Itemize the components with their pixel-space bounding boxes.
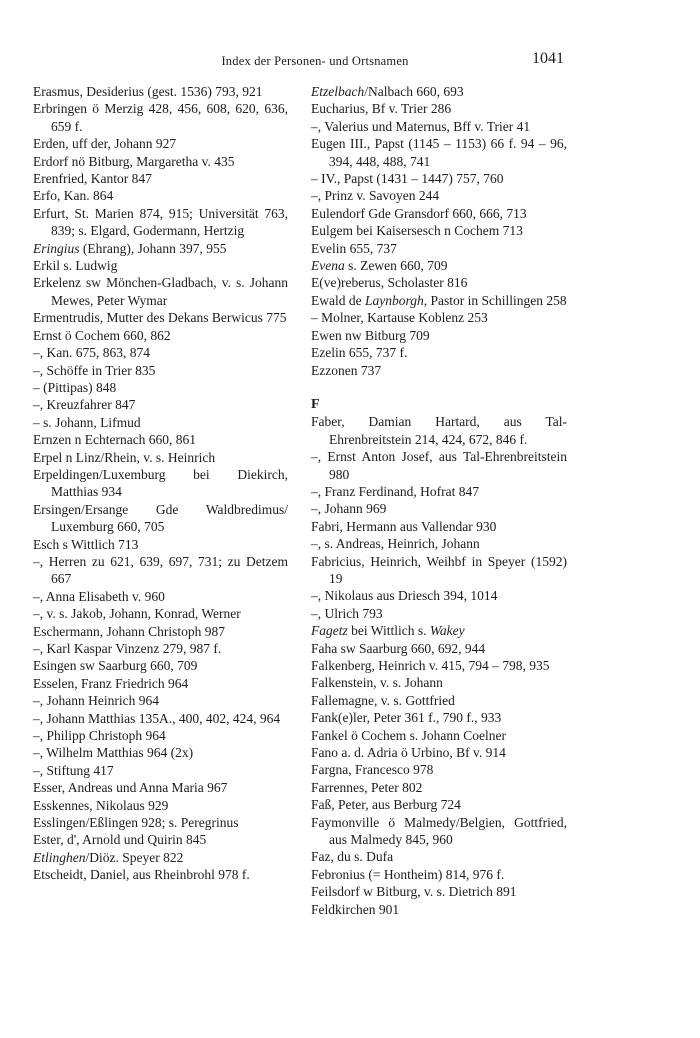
entry-text: Eulendorf Gde Gransdorf 660, 666, 713	[311, 205, 527, 221]
index-entry	[33, 866, 288, 883]
index-entry	[311, 605, 567, 622]
entry-text: , Pastor in Schillingen 258	[423, 292, 567, 308]
index-entry	[33, 814, 288, 831]
entry-text: –, Valerius und Maternus, Bff v. Trier 41	[311, 118, 531, 134]
index-entry	[33, 240, 288, 257]
entry-text: – IV., Papst (1431 – 1447) 757, 760	[311, 171, 504, 187]
entry-text: /Diöz. Speyer 822	[85, 849, 184, 865]
entry-text: Eucharius, Bf v. Trier 286	[311, 101, 452, 117]
entry-text: /Nalbach 660, 693	[364, 84, 464, 99]
index-entry	[311, 274, 567, 291]
entry-text: Eulgem bei Kaisersesch n Cochem 713	[311, 223, 523, 239]
entry-italic-term: Eringius	[33, 240, 80, 256]
entry-text: Esskennes, Nikolaus 929	[33, 797, 169, 813]
entry-text: –, Johann Heinrich 964	[33, 693, 159, 709]
entry-text: Faß, Peter, aus Berburg 724	[311, 797, 461, 813]
index-entry	[33, 536, 288, 553]
index-entry	[33, 449, 288, 466]
index-entry	[33, 309, 288, 326]
index-entry	[33, 657, 288, 674]
index-entry	[311, 205, 567, 222]
entry-text: –, Wilhelm Matthias 964 (2x)	[33, 745, 194, 761]
index-entry	[311, 744, 567, 761]
entry-text: –, Prinz v. Savoyen 244	[311, 188, 440, 204]
entry-text: –, Ernst Anton Josef, aus Tal-Ehrenbreitstein 980	[311, 449, 567, 482]
index-entry	[311, 240, 567, 257]
section-gap	[311, 379, 567, 396]
entry-text: –, Kreuzfahrer 847	[33, 397, 136, 413]
entry-text: –, Herren zu 621, 639, 697, 731; zu Detzem 667	[33, 553, 288, 587]
entry-text: Ewald de	[311, 292, 365, 308]
entry-text: Feldkirchen 901	[311, 901, 400, 917]
index-entry	[33, 327, 288, 344]
index-entry	[33, 153, 288, 170]
index-entry	[33, 396, 288, 413]
index-entry	[33, 727, 288, 744]
index-entry	[33, 100, 288, 135]
entry-text: Ermentrudis, Mutter des Dekans Berwicus 775	[33, 310, 287, 326]
entry-text: Esser, Andreas und Anna Maria 967	[33, 780, 228, 796]
entry-text: – s. Johann, Lifmud	[33, 414, 141, 430]
entry-italic-term: Fagetz	[311, 623, 348, 639]
entry-text: –, Ulrich 793	[311, 605, 383, 621]
entry-text: Fabricius, Heinrich, Weihbf in Speyer (1592) 19	[311, 553, 567, 586]
index-entry	[311, 135, 567, 170]
index-entry	[311, 640, 567, 657]
entry-text: Faber, Damian Hartard, aus Tal-Ehrenbreitstein 214, 424, 672, 846 f.	[311, 414, 567, 447]
entry-text: Fabri, Hermann aus Vallendar 930	[311, 518, 497, 534]
entry-text: Erfo, Kan. 864	[33, 188, 114, 204]
index-entry	[311, 309, 567, 326]
entry-italic-term: Laynborgh	[364, 292, 424, 308]
index-entry	[33, 501, 288, 536]
index-entry	[311, 187, 567, 204]
index-entry	[33, 831, 288, 848]
entry-text: Erden, uff der, Johann 927	[33, 136, 177, 152]
index-entry	[33, 640, 288, 657]
entry-text: Erasmus, Desiderius (gest. 1536) 793, 921	[33, 84, 263, 99]
entry-text: Falkenstein, v. s. Johann	[311, 675, 443, 691]
index-entry	[33, 135, 288, 152]
index-entry	[33, 379, 288, 396]
entry-text: (Ehrang), Johann 397, 955	[79, 240, 227, 256]
index-entry	[33, 588, 288, 605]
index-entry	[311, 448, 567, 483]
index-entry	[33, 170, 288, 187]
index-entry	[33, 779, 288, 796]
entry-text: –, Nikolaus aus Driesch 394, 1014	[311, 588, 498, 604]
entry-text: –, Johann 969	[311, 501, 387, 517]
index-entry	[311, 709, 567, 726]
index-entry	[33, 797, 288, 814]
index-entry	[311, 779, 567, 796]
index-entry	[311, 362, 567, 379]
entry-text: –, Anna Elisabeth v. 960	[33, 588, 165, 604]
entry-text: Fano a. d. Adria ö Urbino, Bf v. 914	[311, 745, 506, 761]
entry-text: –, Philipp Christoph 964	[33, 728, 166, 744]
index-entry	[311, 622, 567, 639]
entry-text: – Molner, Kartause Koblenz 253	[311, 310, 488, 326]
index-entry	[33, 623, 288, 640]
entry-text: Ester, d', Arnold und Quirin 845	[33, 832, 207, 848]
index-entry	[311, 692, 567, 709]
entry-text: Esselen, Franz Friedrich 964	[33, 675, 189, 691]
index-entry	[33, 362, 288, 379]
entry-text: Erpeldingen/Luxemburg bei Diekirch, Matthias 934	[33, 466, 288, 500]
index-entry	[311, 327, 567, 344]
index-entry	[311, 292, 567, 309]
index-entry	[311, 100, 567, 117]
index-entry	[311, 587, 567, 604]
entry-text: Febronius (= Hontheim) 814, 976 f.	[311, 866, 505, 882]
entry-text: –, Kan. 675, 863, 874	[33, 345, 150, 361]
entry-text: –, s. Andreas, Heinrich, Johann	[311, 536, 480, 552]
right-column	[311, 83, 567, 918]
entry-text: Erpel n Linz/Rhein, v. s. Heinrich	[33, 449, 216, 465]
entry-text: –, Johann Matthias 135A., 400, 402, 424, 964	[33, 710, 281, 726]
index-entry	[311, 901, 567, 918]
index-entry	[33, 466, 288, 501]
index-entry	[311, 848, 567, 865]
entry-text: Evelin 655, 737	[311, 240, 397, 256]
entry-text: Fankel ö Cochem s. Johann Coelner	[311, 727, 506, 743]
entry-text: Ernzen n Echternach 660, 861	[33, 432, 197, 448]
index-entry	[311, 796, 567, 813]
index-entry	[33, 205, 288, 240]
index-entry	[311, 222, 567, 239]
index-entry	[311, 257, 567, 274]
entry-text: Esch s Wittlich 713	[33, 536, 139, 552]
entry-text: –, Franz Ferdinand, Hofrat 847	[311, 483, 479, 499]
index-entry	[33, 431, 288, 448]
index-entry	[33, 344, 288, 361]
entry-text: Ezelin 655, 737 f.	[311, 345, 408, 361]
index-entry	[311, 761, 567, 778]
index-entry	[33, 274, 288, 309]
index-entry	[311, 814, 567, 849]
index-entry	[33, 762, 288, 779]
entry-text: Erkelenz sw Mönchen-Gladbach, v. s. Johann Mewes, Peter Wymar	[33, 275, 288, 308]
entry-text: Erbringen ö Merzig 428, 456, 608, 620, 636, 659 f.	[33, 101, 288, 134]
index-entry	[311, 118, 567, 135]
entry-text: – (Pittipas) 848	[33, 379, 117, 395]
index-entry	[311, 483, 567, 500]
index-entry	[33, 744, 288, 761]
entry-text: Esslingen/Eßlingen 928; s. Peregrinus	[33, 815, 239, 831]
right-entries-f	[311, 413, 567, 918]
index-entry	[311, 674, 567, 691]
left-column	[33, 83, 288, 884]
entry-text: Farrennes, Peter 802	[311, 779, 423, 795]
entry-text: Ersingen/Ersange Gde Waldbredimus/ Luxemburg 660, 705	[33, 501, 288, 535]
section-letter: F	[311, 396, 320, 412]
index-entry	[33, 414, 288, 431]
index-entry	[311, 727, 567, 744]
index-entry	[311, 535, 567, 552]
page-number: 1041	[532, 50, 564, 67]
entry-text: –, v. s. Jakob, Johann, Konrad, Werner	[33, 606, 241, 622]
index-entry	[311, 413, 567, 448]
entry-text: E(ve)reberus, Scholaster 816	[311, 275, 468, 291]
entry-text: Eschermann, Johann Christoph 987	[33, 623, 225, 639]
entry-italic-term: Etzelbach	[311, 84, 365, 99]
index-entry	[311, 866, 567, 883]
index-entry	[33, 710, 288, 727]
entry-text: Erkil s. Ludwig	[33, 258, 118, 274]
entry-text: Fank(e)ler, Peter 361 f., 790 f., 933	[311, 710, 502, 726]
index-entry	[33, 675, 288, 692]
entry-text: Ernst ö Cochem 660, 862	[33, 327, 171, 343]
index-entry	[311, 344, 567, 361]
index-entry	[33, 692, 288, 709]
entry-text: Etscheidt, Daniel, aus Rheinbrohl 978 f.	[33, 867, 250, 883]
entry-text: –, Stiftung 417	[33, 762, 114, 778]
entry-text: Fallemagne, v. s. Gottfried	[311, 692, 455, 708]
entry-text: Ezzonen 737	[311, 362, 382, 378]
entry-text: –, Schöffe in Trier 835	[33, 362, 156, 378]
entry-italic-term: Wakey	[429, 623, 465, 639]
entry-text: s. Zewen 660, 709	[344, 258, 448, 274]
entry-text: –, Karl Kaspar Vinzenz 279, 987 f.	[33, 641, 222, 656]
index-entry	[33, 553, 288, 588]
entry-text: Fargna, Francesco 978	[311, 762, 434, 778]
index-entry	[33, 187, 288, 204]
index-entry	[311, 657, 567, 674]
entry-text: Faha sw Saarburg 660, 692, 944	[311, 640, 486, 656]
entry-text: bei Wittlich s.	[347, 623, 430, 639]
entry-text: Ewen nw Bitburg 709	[311, 327, 430, 343]
entry-text: Feilsdorf w Bitburg, v. s. Dietrich 891	[311, 884, 517, 900]
entry-italic-term: Evena	[311, 258, 345, 274]
entry-text: Falkenberg, Heinrich v. 415, 794 – 798, 935	[311, 658, 550, 673]
entry-text: Faz, du s. Dufa	[311, 849, 394, 865]
index-entry	[33, 605, 288, 622]
index-entry	[311, 553, 567, 588]
running-header-title: Index der Personen- und Ortsnamen	[221, 54, 409, 68]
index-entry	[311, 170, 567, 187]
index-entry	[311, 883, 567, 900]
index-entry	[33, 849, 288, 866]
entry-text: Esingen sw Saarburg 660, 709	[33, 658, 198, 674]
index-entry	[311, 500, 567, 517]
entry-text: Erdorf nö Bitburg, Margaretha v. 435	[33, 153, 235, 169]
entry-text: Erfurt, St. Marien 874, 915; Universität 763, 839; s. Elgard, Godermann, Hertzig	[33, 205, 288, 239]
entry-text: Eugen III., Papst (1145 – 1153) 66 f. 94 – 96, 394, 448, 488, 741	[311, 136, 567, 169]
index-entry	[33, 257, 288, 274]
index-entry	[311, 518, 567, 535]
index-entry	[311, 83, 567, 100]
entry-text: Erenfried, Kantor 847	[33, 171, 152, 187]
entry-italic-term: Etlinghen	[33, 849, 86, 865]
right-entries-e	[311, 83, 567, 379]
index-entry	[33, 83, 288, 100]
entry-text: Faymonville ö Malmedy/Belgien, Gottfried, aus Malmedy 845, 960	[311, 814, 567, 848]
